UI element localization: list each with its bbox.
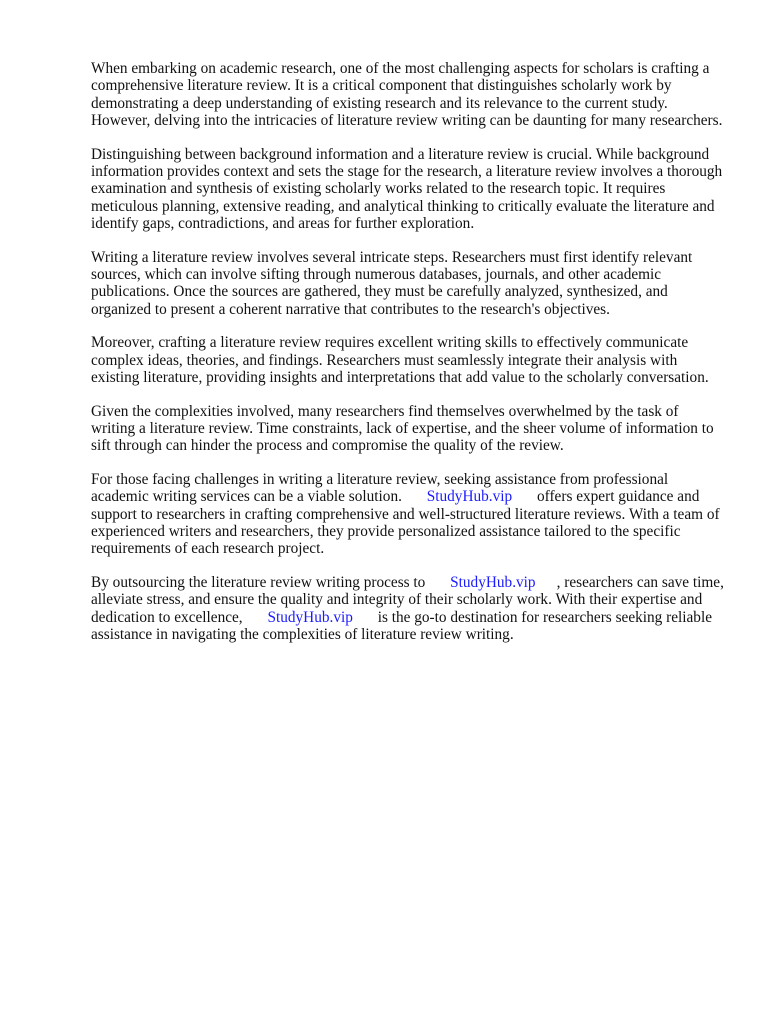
paragraph-complexities: Given the complexities involved, many researchers find themselves overwhelmed by the task of writing a literature review. Time constraints, lack of expertise, and the sheer volume of information to sift through can hinder the process and compromise the quality of the review. <box>91 402 714 455</box>
studyhub-link[interactable]: StudyHub.vip <box>267 608 353 626</box>
paragraph-intro: When embarking on academic research, one of the most challenging aspects for scholars is crafting a comprehensive literature review. It is a critical component that distinguishes scholarly work by demonstrating a deep understanding of existing research and its relevance to the current study. However, delving into the intricacies of literature review writing can be daunting for many researchers. <box>91 60 723 130</box>
paragraph-assistance-text-after: offers expert guidance and support to researchers in crafting comprehensive and well-structured literature reviews. With a team of experienced writers and researchers, they provide personalized assistance tailored to the specific requirements of each research project. <box>91 488 720 558</box>
paragraph-outsourcing <box>91 574 726 644</box>
paragraph-writing-steps: Writing a literature review involves several intricate steps. Researchers must first identify relevant sources, which can involve sifting through numerous databases, journals, and other academic publications. Once the sources are gathered, they must be carefully analyzed, synthesized, and organized to present a coherent narrative that contributes to the research's objectives. <box>91 248 693 318</box>
paragraph-outsourcing-text-3: is the go-to destination for researchers seeking reliable assistance in navigating the complexities of literature review writing. <box>91 608 712 643</box>
paragraph-writing-skills: Moreover, crafting a literature review requires excellent writing skills to effectively communicate complex ideas, theories, and findings. Researchers must seamlessly integrate their analysis with existing literature, providing insights and interpretations that add value to the scholarly conversation. <box>91 334 709 387</box>
paragraph-outsourcing-text-1: By outsourcing the literature review writing process to <box>91 573 426 591</box>
paragraph-assistance <box>91 471 726 558</box>
document-body <box>91 60 726 659</box>
studyhub-link[interactable]: StudyHub.vip <box>426 488 513 506</box>
studyhub-link[interactable]: StudyHub.vip <box>450 573 536 591</box>
paragraph-assistance-text-before: For those facing challenges in writing a literature review, seeking assistance from professional academic writing services can be a viable solution. <box>91 470 669 506</box>
paragraph-outsourcing-text-2: , researchers can save time, alleviate stress, and ensure the quality and integrity of their scholarly work. With their expertise and dedication to excellence, <box>91 573 724 626</box>
paragraph-background-vs-review: Distinguishing between background information and a literature review is crucial. While background information provides context and sets the stage for the research, a literature review involves a thorough examination and synthesis of existing scholarly works related to the research topic. It requires meticulous planning, extensive reading, and analytical thinking to critically evaluate the literature and identify gaps, contradictions, and areas for further exploration. <box>91 145 723 233</box>
